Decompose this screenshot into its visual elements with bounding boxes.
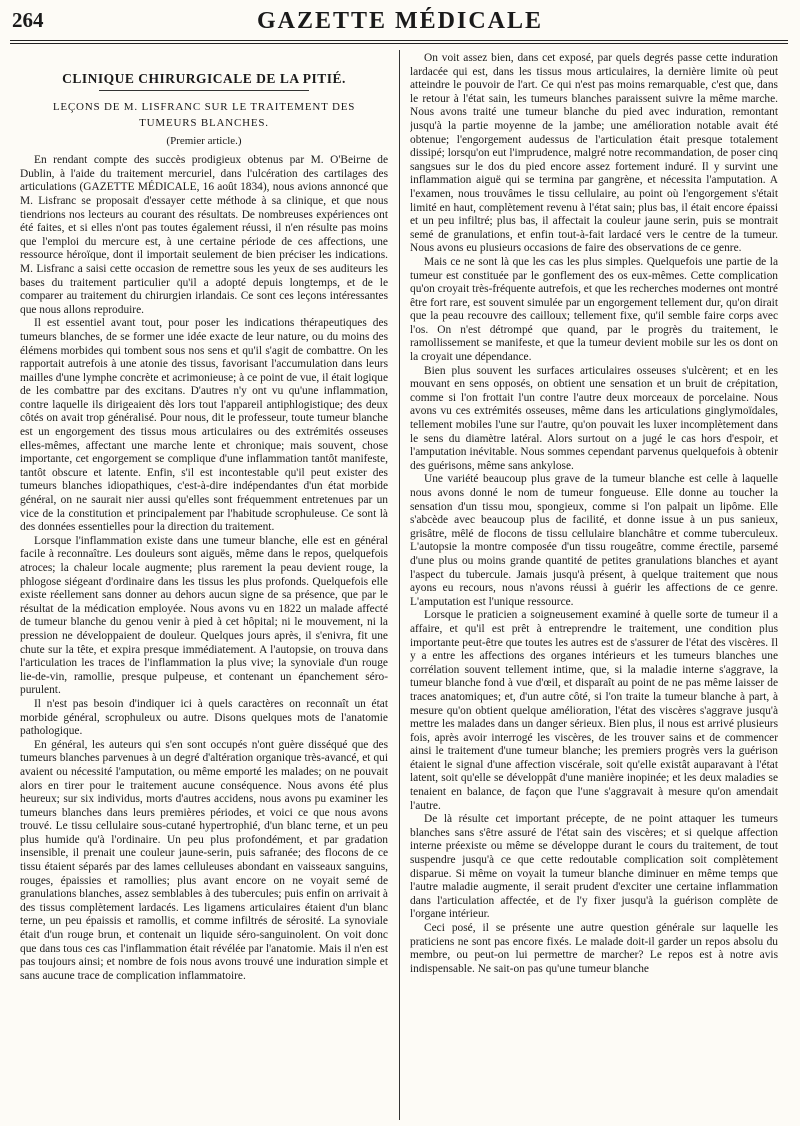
right-column	[410, 52, 778, 1120]
paragraph: En général, les auteurs qui s'en sont occupés n'ont guère disséqué que des tumeurs blanches parvenues à un degré d'altération organique très-avancé, et qui avaient ou nécessité l'amputation, ou même emporté les malades; on ne pouvait alors en tirer pour le traitement aucune conséquence. Nous avons été plus heureux; sur six individus, morts d'autres accidens, nous avons pu examiner les tumeurs blanches dans leurs premières périodes, et voici ce que nous avons trouvé. Le tissu cellulaire sous-cutané hypertrophié, d'un blanc terne, et un peu plus humide qu'à l'ordinaire. Un peu plus profondément, et par gradation insensible, il prenait une couleur jaune-serin, puis safranée; des flocons de ce tissu étaient séparés par des lames celluleuses abondant en vaisseaux sanguins, rouges, épaissies et ramollies; plus avant encore on ne voyait semé de granulations blanches, assez semblables à des tubercules; puis enfin on arrivait à des tissus complètement lardacés. Les ligamens articulaires étaient d'un blanc terne, un peu épaissis et ramollis, et comme infiltrés de sérosité. La synoviale était d'un rouge brun, et contenait un liquide séro-sanguinolent. On voit donc que dans tous ces cas l'inflammation était révélée par l'anatomie. Mais il n'en est pas toujours ainsi; et nombre de fois nous avons trouvé une induration simple et sans aucune trace de complication inflammatoire.	[20, 738, 388, 982]
article-note: (Premier article.)	[166, 134, 242, 147]
section-title: CLINIQUE CHIRURGICALE DE LA PITIÉ.	[62, 71, 346, 86]
paragraph: Lorsque l'inflammation existe dans une tumeur blanche, elle est en général facile à reconnaître. Les douleurs sont aiguës, même dans le repos, quelquefois atroces; la chaleur locale augmente; plus rarement la peau devient rouge, la phlogose siégeant d'ordinaire dans les tissus les plus profonds. Quelquefois elle existe réellement sans donner au dehors aucun signe de sa présence, que par le résultat de la médication employée. Nous avons vu en 1822 un malade affecté de tumeur blanche du genou venir à pied à cet hôpital; ni le mouvement, ni la pression ne développaient de douleur. Quelques jours après, il s'enivra, fit une chute sur la tête, et expira presque immédiatement. A l'autopsie, on trouva dans l'articulation les traces de l'inflammation la plus vive; la synoviale d'un rouge lie-de-vin, ramollie, presque pulpeuse, et contenant un épanchement séro-purulent.	[20, 534, 388, 697]
paragraph: De là résulte cet important précepte, de ne point attaquer les tumeurs blanches sans s'être assuré de l'état sain des viscères; et si quelque affection interne préexiste ou même se développe durant le cours du traitement, de tout suspendre jusqu'à ce que cette redoutable complication soit complètement disparue. Si même on voyait la tumeur blanche diminuer en même temps que l'autre maladie augmente, il serait prudent d'exciter une certaine inflammation dans l'articulation affectée, et de l'y fixer jusqu'à la guérison complète de l'organe intérieur.	[410, 813, 778, 921]
header-rule	[10, 40, 788, 44]
page-number: 264	[12, 8, 44, 32]
paragraph: Ceci posé, il se présente une autre question générale sur laquelle les praticiens ne sont pas encore fixés. Le malade doit-il garder un repos absolu du membre, ou peut-on lui permettre de marcher? Le repos est à notre avis indispensable. Ne sait-on pas qu'une tumeur blanche	[410, 922, 778, 975]
column-divider	[399, 50, 400, 1120]
title-divider	[99, 90, 309, 91]
paragraph: On voit assez bien, dans cet exposé, par quels degrés passe cette induration lardacée qui est, dans les tissus mous articulaires, la dernière limite où peut atteindre le pouvoir de l'art. Ce qui n'est pas moins remarquable, c'est que, dans le retour à l'état sain, les tumeurs blanches paraissent suivre la même marche. Nous avons traité une tumeur blanche du pied avec induration, remontant jusqu'à la partie moyenne de la jambe; une amélioration notable avait été obtenue; l'engorgement audessus de l'articulation était presque totalement dissipé; lorsqu'on eut l'imprudence, malgré notre recommandation, de poser cinq sangsues sur le dos du pied encore assez fortement induré. Il y survint une inflammation aiguë qui se termina par gangrène, et nécessita l'amputation. A l'examen, nous trouvâmes le tissu cellulaire, au point où l'engorgement s'était limité en haut, complètement revenu à l'état sain; plus bas, il était encore épaissi et un peu infiltré; plus bas, il affectait la couleur jaune serin, puis se montrait semé de granulations, et enfin tout-à-fait lardacé vers le centre de la tumeur. Nous avons eu plusieurs occasions de faire des observations de ce genre.	[410, 52, 778, 255]
left-column	[20, 52, 388, 1120]
paragraph: Lorsque le praticien a soigneusement examiné à quelle sorte de tumeur il a affaire, et qu'il est prêt à entreprendre le traitement, une condition plus importante peut-être que toutes les autres est de s'assurer de l'état des viscères. Il y a entre les affections des organes intérieurs et les tumeurs blanches une corrélation souvent tellement intime, que, si la maladie interne s'aggrave, la tumeur blanche fond à vue d'œil, et disparaît au point de ne pas même laisser de traces anatomiques; et, d'un autre côté, si l'on traite la tumeur blanche à part, à mesure qu'on obtient quelque amélioration, l'état des viscères s'aggrave jusqu'à mettre les malades dans un danger sérieux. Bien plus, il nous est arrivé plusieurs fois, après avoir interrogé les viscères, de les trouver sains et de commencer ainsi le traitement d'une tumeur blanche; les premiers progrès vers la guérison étaient le signal d'une affection viscérale, soit qu'elle existât auparavant à l'état latent, soit qu'elle se développât d'une manière inopinée; et les deux maladies se tenaient en balance, de façon que l'une s'aggravait à mesure qu'on amendait l'autre.	[410, 609, 778, 812]
paragraph: Mais ce ne sont là que les cas les plus simples. Quelquefois une partie de la tumeur est constituée par le gonflement des os eux-mêmes. Cette complication qu'on croyait très-fréquente autrefois, et que les recherches modernes ont montré être fort rare, est souvent simulée par un engorgement tellement dur, qu'on dirait que la peau recouvre des cailloux; tellement fixe, qu'il semble faire corps avec l'os. On n'est détrompé que quand, par le progrès du traitement, le ramollissement se manifeste, et que la tumeur devient mobile sur les os dont on la croyait une dépendance.	[410, 255, 778, 364]
paragraph: Bien plus souvent les surfaces articulaires osseuses s'ulcèrent; et en les mouvant en sens opposés, on obtient une sensation et un bruit de crépitation, comme si l'on frottait l'un contre l'autre deux morceaux de porcelaine. Nous avons vu ces extrémités osseuses, même dans les articulations ginglymoïdales, tellement mobiles l'une sur l'autre, qu'on pouvait les luxer incomplètement dans le sens du diamètre latéral. Alors surtout on a jugé le cas hors d'espoir, et l'amputation inévitable. Nous sommes cependant parvenus quelquefois à obtenir des guérisons, même sans ankylose.	[410, 364, 778, 472]
paragraph: En rendant compte des succès prodigieux obtenus par M. O'Beirne de Dublin, à l'aide du traitement mercuriel, dans l'ulcération des cartilages des articulations (GAZETTE MÉDICALE, 16 août 1834), nous avions annoncé que M. Lisfranc se proposait d'essayer cette méthode à sa clinique, et que nous tiendrions nos lecteurs au courant des résultats. De nombreuses expériences ont été faites, et si elles n'ont pas toutes également réussi, il n'en résulte pas moins que l'emploi du mercure est, à une certaine période de ces affections, une ressource héroïque, dont il importait seulement de bien préciser les indications. M. Lisfranc a saisi cette occasion de remettre sous les yeux de ses auditeurs les bases du traitement particulier qu'il a adopté depuis longtemps, et de le comparer au traitement du chirurgien irlandais. Ce sont ces leçons intéressantes que nous allons reproduire.	[20, 154, 388, 316]
paragraph: Une variété beaucoup plus grave de la tumeur blanche est celle à laquelle nous avons donné le nom de tumeur fongueuse. Elle donne au toucher la sensation d'un tissu mou, spongieux, comme si l'on palpait un lipôme. Elle s'abcède avec beaucoup plus de facilité, et donne issue à un pus sanieux, grisâtre, mêlé de flocons de tissu cellulaire blanchâtre et comme tuberculeux. L'autopsie la montre composée d'un tissu rougeâtre, comme érectile, parsemé d'une plus ou moins grande quantité de petites granulations blanches et ayant l'aspect du tubercule. Jamais jusqu'à présent, à quelque traitement que nous ayons eu recours, nous n'avons réussi à guérir les affections de ce genre. L'amputation est l'unique ressource.	[410, 473, 778, 608]
journal-title: GAZETTE MÉDICALE	[256, 8, 544, 34]
paragraph: Il n'est pas besoin d'indiquer ici à quels caractères on reconnaît un état morbide général, scrophuleux ou autre. Disons quelques mots de l'anatomie pathologique.	[20, 697, 388, 738]
paragraph: Il est essentiel avant tout, pour poser les indications thérapeutiques des tumeurs blanches, de se former une idée exacte de leur nature, ou du moins des élémens morbides qui tombent sous nos sens et qu'il s'agit de combattre. On les rapportait autrefois à une atonie des tissus, favorisant l'accumulation dans leurs mailles d'une lymphe concrète et acrimonieuse; à ce point de vue, il était logique de les combattre par des excitans. D'autres n'y ont vu qu'une inflammation, contre laquelle ils dirigeaient dès lors tout l'appareil antiphlogistique; des deux côtés on avait trop généralisé. Pour nous, dit le professeur, toute tumeur blanche est un engorgement des tissus mous articulaires ou des extrémités osseuses elles-mêmes, affectant une marche lente et chronique; mais souvent, chose importante, cet engorgement se complique d'une inflammation tantôt manifeste, tantôt obscure et latente. Enfin, s'il est incontestable qu'il peut exister des tumeurs blanches idiopathiques, c'est-à-dire indépendantes d'un état morbide général, on ne saurait nier aussi qu'elles sont fréquemment entretenues par un vice de la constitution et principalement par l'habitude scrophuleuse. Ce sont là des données essentielles pour la direction du traitement.	[20, 317, 388, 534]
lecture-title: LEÇONS DE M. LISFRANC SUR LE TRAITEMENT DES TUMEURS BLANCHES.	[52, 100, 356, 129]
